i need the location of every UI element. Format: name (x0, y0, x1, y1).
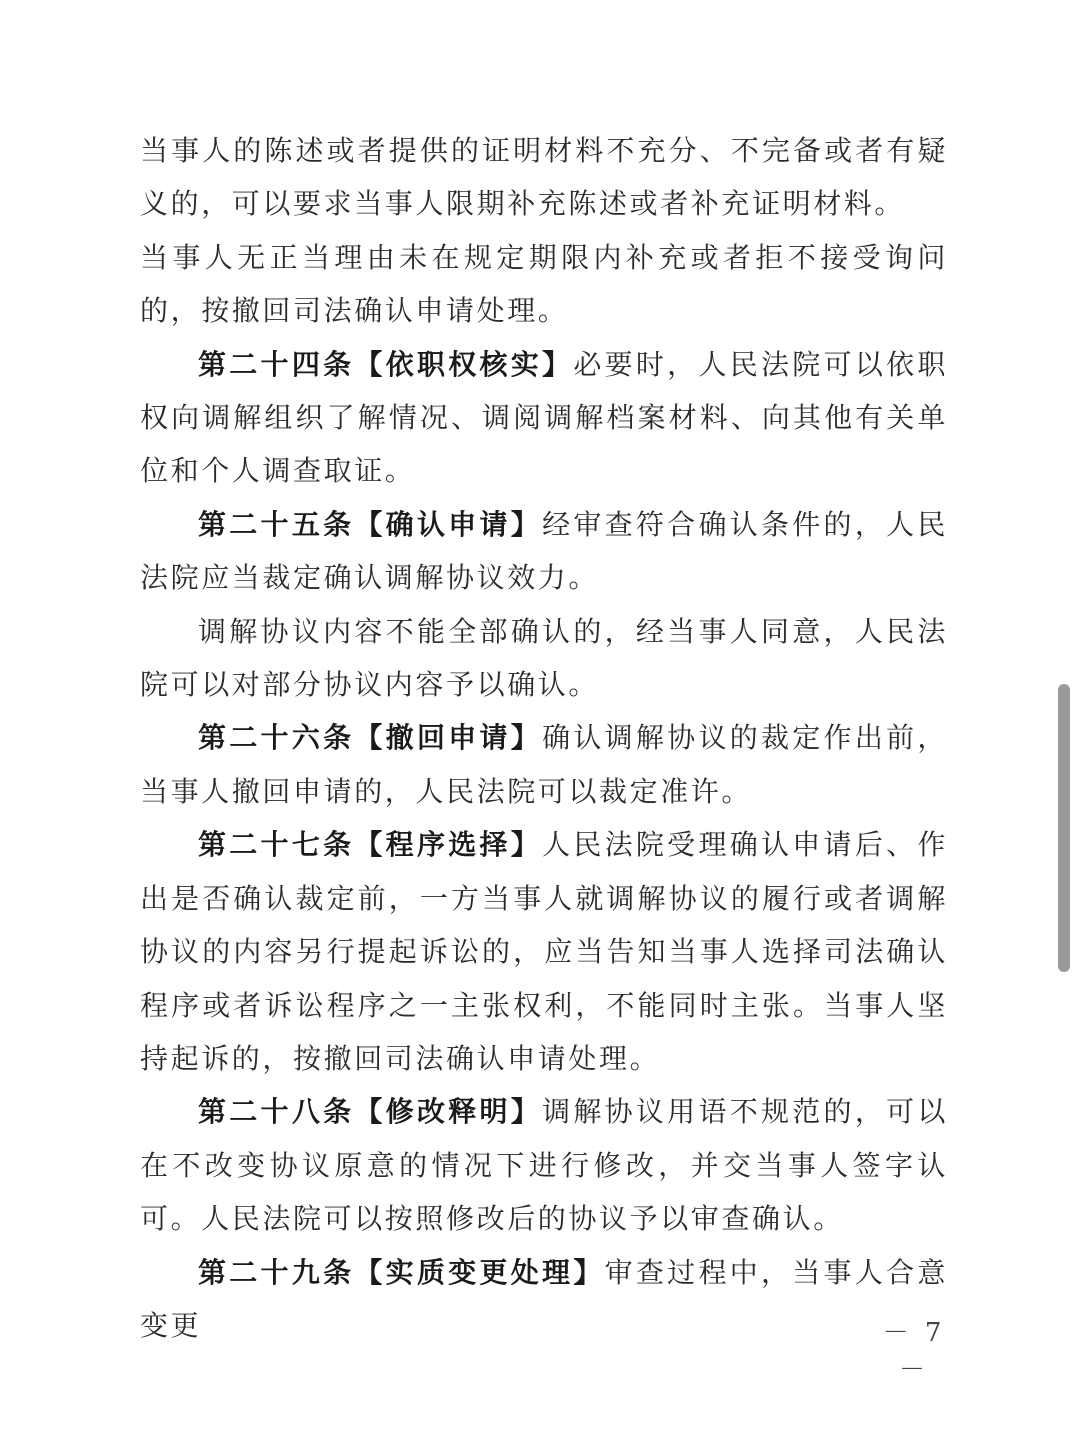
article-27 (140, 818, 948, 1085)
article-28-heading: 第二十八条【修改释明】 (198, 1095, 543, 1129)
article-24-text: 必要时，人民法院可以依职权向调解组织了解情况、调阅调解档案材料、向其他有关单位和个人调查取证。 (140, 347, 949, 488)
article-27-text: 人民法院受理确认申请后、作出是否确认裁定前，一方当事人就调解协议的履行或者调解协议的内容另行提起诉讼的，应当告知当事人选择司法确认程序或者诉讼程序之一主张权利，不能同时主张。当事人坚持起诉的，按撤回司法确认申请处理。 (140, 828, 948, 1075)
article-28-text: 调解协议用语不规范的，可以在不改变协议原意的情况下进行修改，并交当事人签字认可。人民法院可以按照修改后的协议予以审查确认。 (140, 1095, 948, 1236)
document-body (140, 124, 948, 1352)
article-29-text: 审查过程中，当事人合意变更 (140, 1255, 948, 1342)
article-26-heading: 第二十六条【撤回申请】 (198, 721, 543, 755)
article-25-heading: 第二十五条【确认申请】 (198, 507, 543, 541)
article-24-heading: 第二十四条【依职权核实】 (198, 347, 574, 381)
paragraph-1: 当事人的陈述或者提供的证明材料不充分、不完备或者有疑义的，可以要求当事人限期补充陈述或者补充证明材料。 (140, 134, 948, 221)
article-28 (140, 1085, 948, 1245)
page-number: － 7 － (882, 1318, 946, 1385)
article-24 (140, 338, 948, 498)
article-26-text: 确认调解协议的裁定作出前，当事人撤回申请的，人民法院可以裁定准许。 (140, 721, 948, 808)
article-26 (140, 711, 948, 818)
article-29 (140, 1246, 948, 1353)
paragraph-2: 当事人无正当理由未在规定期限内补充或者拒不接受询问的，按撤回司法确认申请处理。 (140, 240, 948, 328)
article-29-heading: 第二十九条【实质变更处理】 (198, 1255, 605, 1289)
article-25 (140, 498, 948, 605)
article-27-heading: 第二十七条【程序选择】 (198, 828, 543, 862)
vertical-scrollbar[interactable] (1058, 684, 1070, 972)
article-25-text: 经审查符合确认条件的，人民法院应当裁定确认调解协议效力。 (140, 507, 948, 595)
article-25-paragraph-2: 调解协议内容不能全部确认的，经当事人同意，人民法院可以对部分协议内容予以确认。 (140, 614, 948, 702)
